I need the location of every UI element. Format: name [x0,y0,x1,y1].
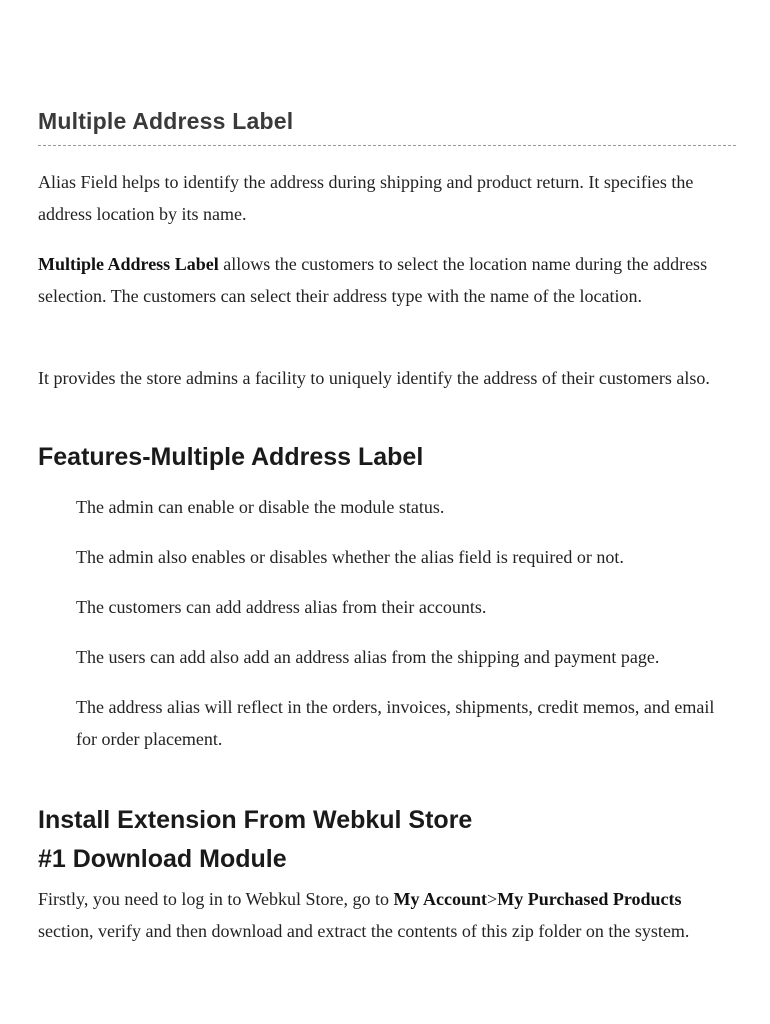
list-item: The address alias will reflect in the orders, invoices, shipments, credit memos, and email for order placement. [76,697,715,749]
my-account-text: My Account [393,889,488,909]
list-item: The users can add also add an address alias from the shipping and payment page. [76,647,660,667]
download-instructions-paragraph [38,883,736,947]
admin-facility-paragraph: It provides the store admins a facility to uniquely identify the address of their customers also. [38,368,710,388]
download-text-start: Firstly, you need to log in to Webkul Store, go to [38,889,394,909]
label-description-paragraph [38,248,736,312]
download-text-end: section, verify and then download and extract the contents of this zip folder on the system. [38,921,690,941]
my-purchased-products-text: My Purchased Products [497,889,682,909]
features-heading: Features-Multiple Address Label [38,443,424,471]
label-description-text: allows the customers to select the location name during the address selection. The customers can select their address type with the name of the location. [38,254,708,306]
list-item: The admin can enable or disable the module status. [76,497,445,517]
label-description-bold: Multiple Address Label [38,254,219,274]
alias-intro-paragraph: Alias Field helps to identify the address during shipping and product return. It specifies the address location by its name. [38,172,694,224]
features-list [76,491,736,773]
dashed-divider [38,145,736,146]
section-title: Multiple Address Label [38,108,294,134]
install-heading: Install Extension From Webkul Store [38,806,473,834]
list-item: The admin also enables or disables whether the alias field is required or not. [76,547,624,567]
download-step-heading: #1 Download Module [38,845,287,873]
path-separator: > [487,889,498,909]
list-item: The customers can add address alias from their accounts. [76,597,487,617]
